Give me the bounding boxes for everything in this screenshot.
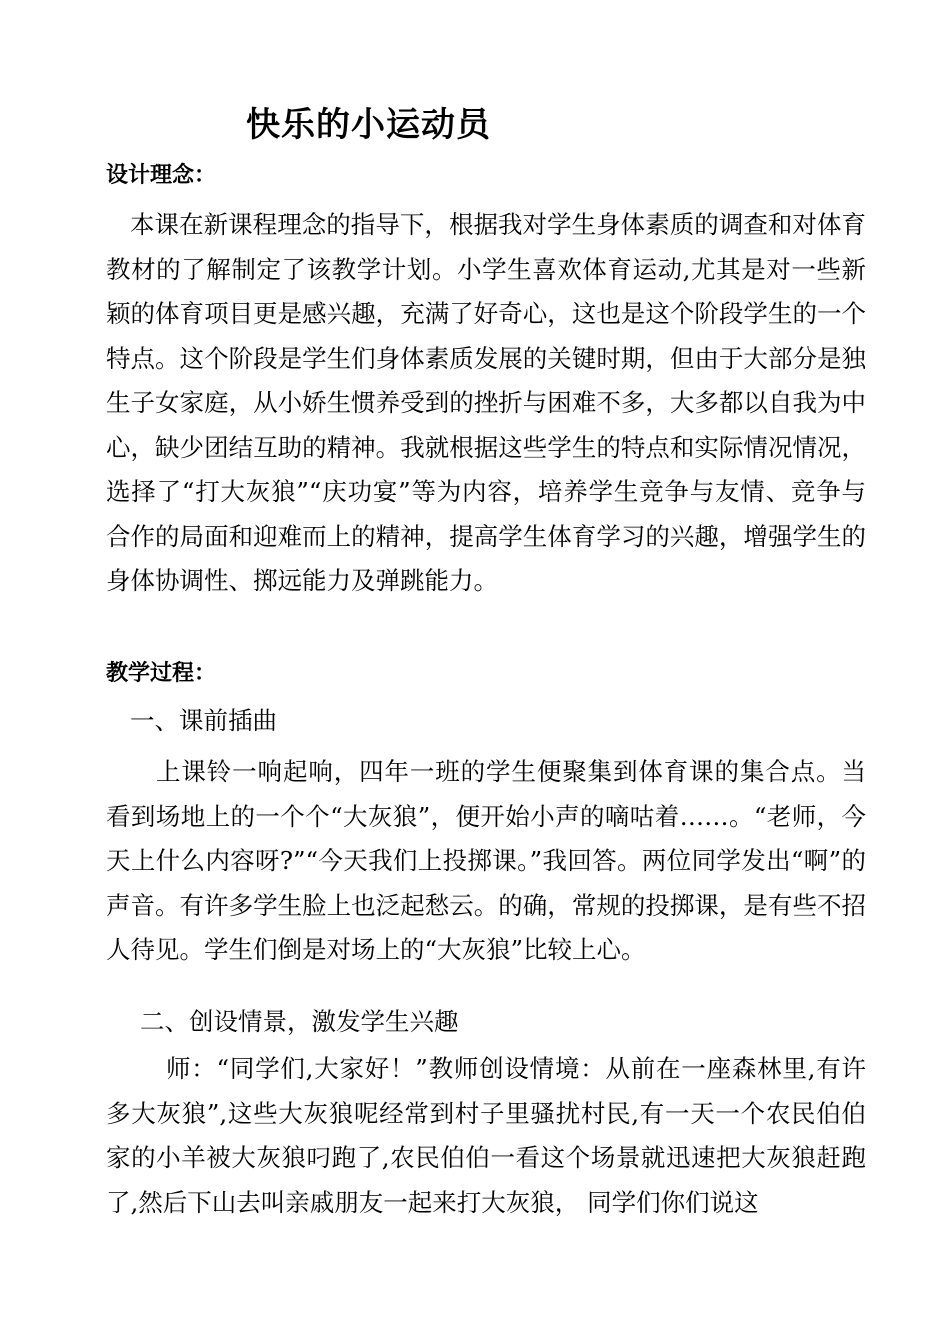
section-heading-teaching-process: 教学过程： [106,661,217,686]
section-heading-design-concept: 设计理念： [106,163,217,188]
step-two-paragraph: 师：“同学们,大家好！”教师创设情境：从前在一座森林里,有许多大灰狼”,这些大灰狼呢经常到村子里骚扰村民,有一天一个农民伯伯家的小羊被大灰狼叼跑了,农民伯伯一看这个场景就迅速把大灰狼赶跑了,然后下山去叫亲戚朋友一起来打大灰狼， 同学们你们说这 [106,1054,866,1217]
design-concept-paragraph: 本课在新课程理念的指导下，根据我对学生身体素质的调查和对体育教材的了解制定了该教学计划。小学生喜欢体育运动,尤其是对一些新颖的体育项目更是感兴趣，充满了好奇心，这也是这个阶段学生的一个特点。这个阶段是学生们身体素质发展的关键时期，但由于大部分是独生子女家庭，从小娇生惯养受到的挫折与困难不多，大多都以自我为中心，缺少团结互助的精神。我就根据这些学生的特点和实际情况情况，选择了“打大灰狼”“庆功宴”等为内容，培养学生竞争与友情、竞争与合作的局面和迎难而上的精神，提高学生体育学习的兴趣，增强学生的身体协调性、掷远能力及弹跳能力。 [106,210,866,595]
step-two-title: 二、创设情景，激发学生兴趣 [140,1007,459,1036]
step-one-paragraph: 上课铃一响起响，四年一班的学生便聚集到体育课的集合点。当看到场地上的一个个“大灰狼”，便开始小声的嘀咕着……。“老师，今天上什么内容呀?”“今天我们上投掷课。”我回答。两位同学发出“啊”的声音。有许多学生脸上也泛起愁云。的确，常规的投掷课，是有些不招人待见。学生们倒是对场上的“大灰狼”比较上心。 [106,757,866,964]
step-one-title: 一、课前插曲 [130,706,277,735]
document-title: 快乐的小运动员 [246,105,491,145]
